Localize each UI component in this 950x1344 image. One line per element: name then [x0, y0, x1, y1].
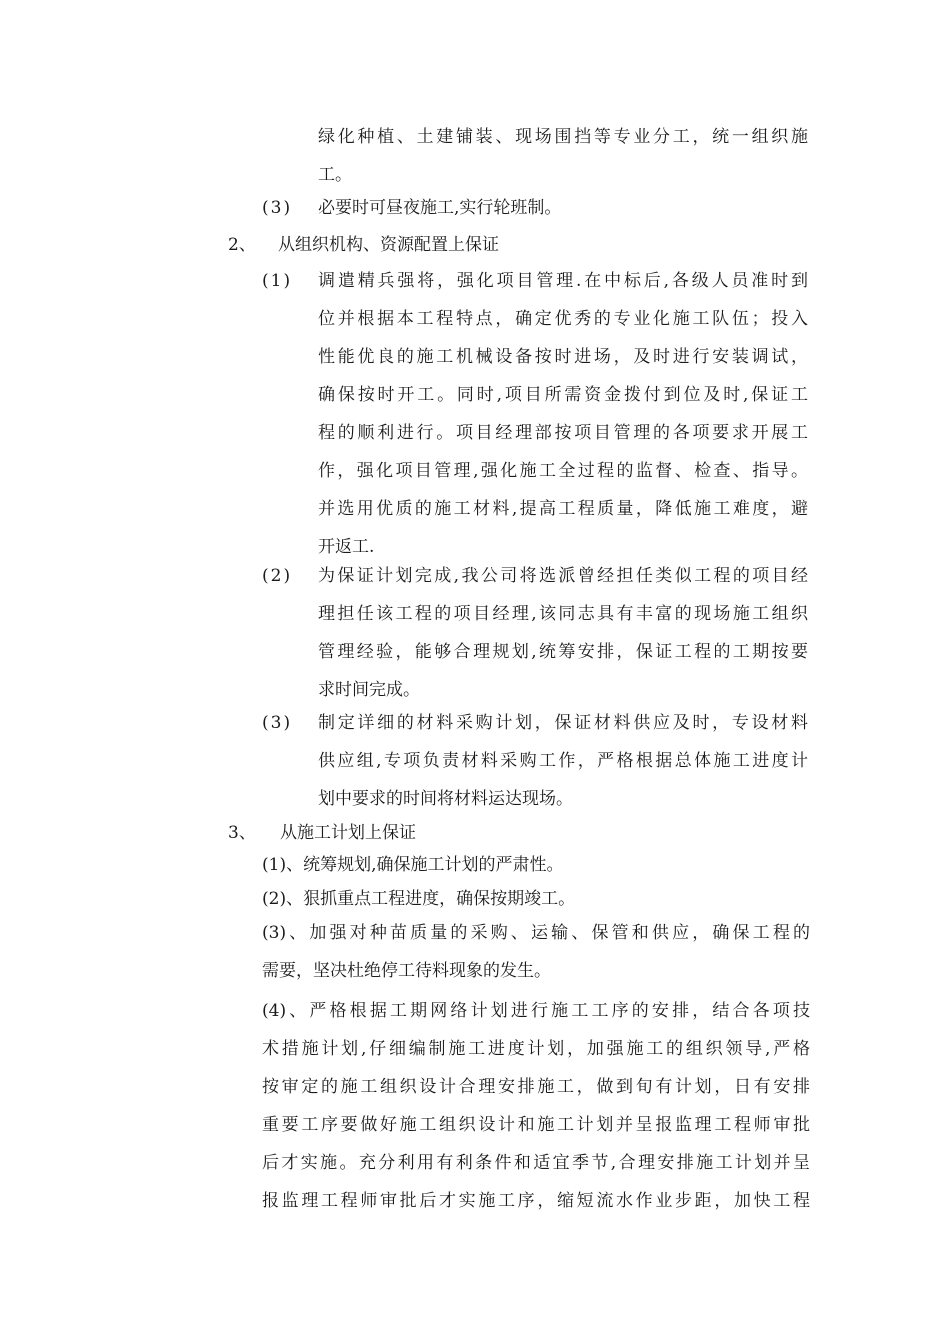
item-number: (3): [262, 198, 293, 218]
text-line: 绿化种植、土建铺装、现场围挡等专业分工，统一组织施: [318, 127, 808, 147]
text-line: 管理经验，能够合理规划,统筹安排，保证工程的工期按要: [318, 642, 808, 662]
text-line: 后才实施。充分利用有利条件和适宜季节,合理安排施工计划并呈: [262, 1153, 810, 1173]
section-number: 2、: [228, 235, 256, 255]
text-line: 报监理工程师审批后才实施工序，缩短流水作业步距，加快工程: [262, 1191, 810, 1211]
item-number: (2): [262, 566, 293, 586]
item-number: (3): [262, 713, 293, 733]
text-line: 求时间完成。: [318, 680, 420, 700]
item-paragraph: [318, 262, 808, 566]
text-line: 术措施计划,仔细编制施工进度计划，加强施工的组织领导,严格: [262, 1039, 810, 1059]
item-paragraph: [318, 557, 808, 709]
list-item: [262, 992, 810, 1220]
section-title: 从组织机构、资源配置上保证: [278, 235, 499, 255]
text-line: 划中要求的时间将材料运达现场。: [318, 789, 573, 809]
text-line: 需要，坚决杜绝停工待料现象的发生。: [262, 961, 551, 981]
item-paragraph: [318, 704, 808, 818]
text-line: 确保按时开工。同时,项目所需资金拨付到位及时,保证工: [318, 385, 808, 405]
text-line: 程的顺利进行。项目经理部按项目管理的各项要求开展工: [318, 423, 808, 443]
list-item: (1)、统筹规划,确保施工计划的严肃性。: [262, 855, 564, 875]
text-line: 位并根据本工程特点，确定优秀的专业化施工队伍；投入: [318, 309, 808, 329]
text-line: 作，强化项目管理,强化施工全过程的监督、检查、指导。: [318, 461, 808, 481]
text-line: 供应组,专项负责材料采购工作，严格根据总体施工进度计: [318, 751, 808, 771]
text-line: 制定详细的材料采购计划，保证材料供应及时，专设材料: [318, 713, 808, 733]
text-line: 理担任该工程的项目经理,该同志具有丰富的现场施工组织: [318, 604, 808, 624]
text-line: (3)、加强对种苗质量的采购、运输、保管和供应，确保工程的: [262, 923, 810, 943]
text-line: 为保证计划完成,我公司将选派曾经担任类似工程的项目经: [318, 566, 808, 586]
text-line: 性能优良的施工机械设备按时进场，及时进行安装调试，: [318, 347, 808, 367]
text-line: 工。: [318, 165, 352, 185]
item-text: 必要时可昼夜施工,实行轮班制。: [318, 198, 562, 218]
text-line: 调遣精兵强将，强化项目管理.在中标后,各级人员准时到: [318, 271, 808, 291]
list-item: [262, 914, 810, 990]
section-title: 从施工计划上保证: [280, 823, 416, 843]
text-line: 并选用优质的施工材料,提高工程质量，降低施工难度，避: [318, 499, 808, 519]
item-number: (1): [262, 271, 293, 291]
section-number: 3、: [228, 823, 256, 843]
text-line: (4)、严格根据工期网络计划进行施工工序的安排，结合各项技: [262, 1001, 810, 1021]
text-line: 重要工序要做好施工组织设计和施工计划并呈报监理工程师审批: [262, 1115, 810, 1135]
list-item: (2)、狠抓重点工程进度，确保按期竣工。: [262, 889, 576, 909]
text-line: 开返工.: [318, 537, 375, 557]
text-line: 按审定的施工组织设计合理安排施工，做到旬有计划，日有安排: [262, 1077, 810, 1097]
paragraph-continuation: [318, 118, 808, 194]
